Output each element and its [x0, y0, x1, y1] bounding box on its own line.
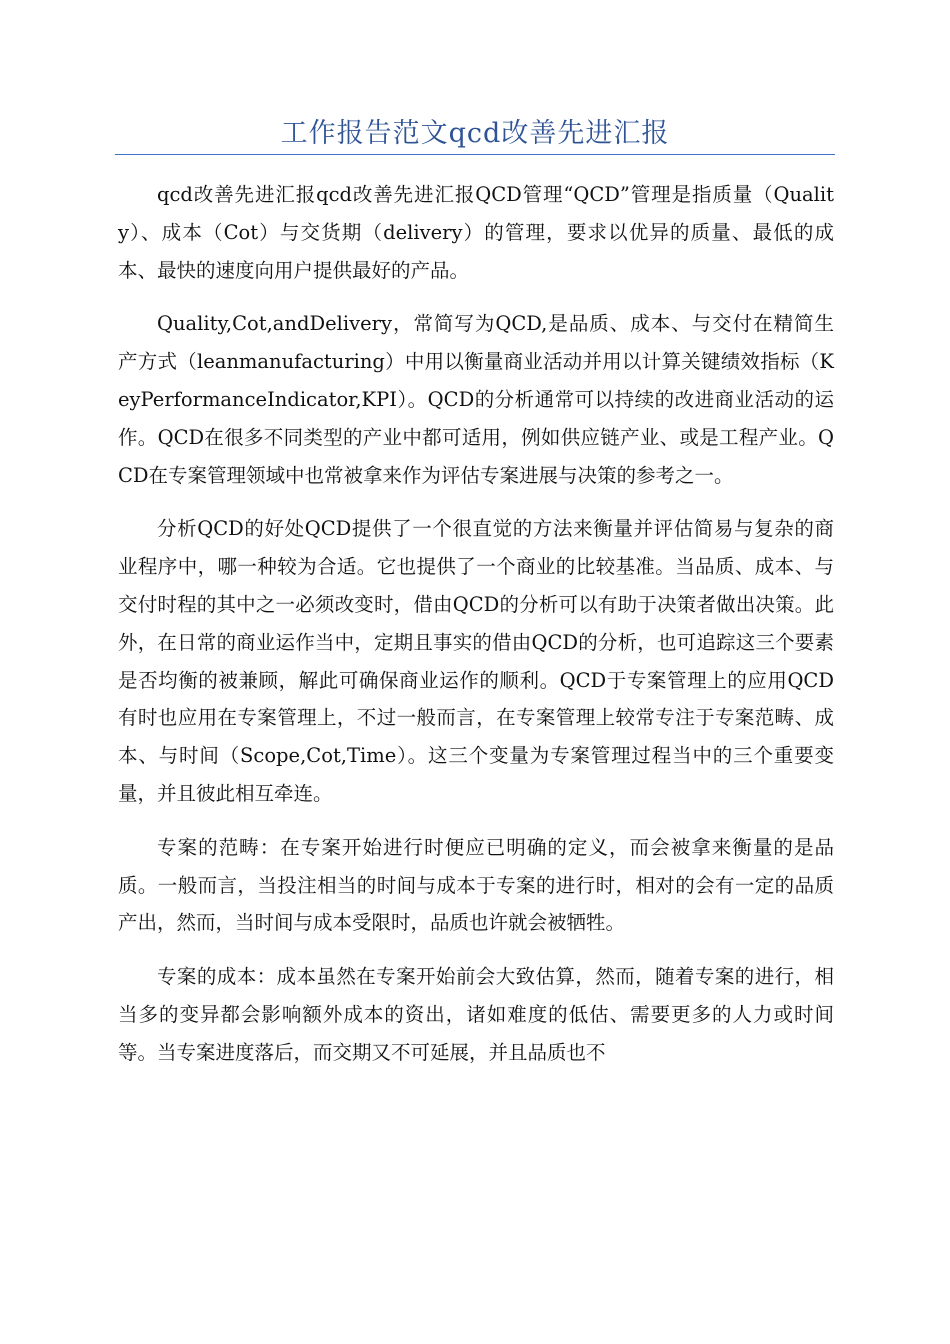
- paragraph-qcd-benefits: 分析QCD的好处QCD提供了一个很直觉的方法来衡量并评估简易与复杂的商业程序中，哪一种较为合适。它也提供了一个商业的比较基准。当品质、成本、与交付时程的其中之一必须改变时，借由QCD的分析可以有助于决策者做出决策。此外，在日常的商业运作当中，定期且事实的借由QCD的分析，也可追踪这三个要素是否均衡的被兼顾，解此可确保商业运作的顺利。QCD于专案管理上的应用QCD有时也应用在专案管理上，不过一般而言，在专案管理上较常专注于专案范畴、成本、与时间（Scope,Cot,Time）。这三个变量为专案管理过程当中的三个重要变量，并且彼此相互牵连。: [118, 517, 834, 805]
- title-underline: [115, 154, 835, 155]
- paragraph-project-cost: 专案的成本：成本虽然在专案开始前会大致估算，然而，随着专案的进行，相当多的变异都会影响额外成本的资出，诸如难度的低估、需要更多的人力或时间等。当专案进度落后，而交期又不可延展，并且品质也不: [118, 965, 834, 1064]
- document-title: 工作报告范文qcd改善先进汇报: [280, 118, 670, 149]
- paragraph-project-scope: 专案的范畴：在专案开始进行时便应已明确的定义，而会被拿来衡量的是品质。一般而言，当投注相当的时间与成本于专案的进行时，相对的会有一定的品质产出，然而，当时间与成本受限时，品质也许就会被牺牲。: [118, 835, 834, 935]
- paragraph-qcd-definition: qcd改善先进汇报qcd改善先进汇报QCD管理“QCD”管理是指质量（Quality）、成本（Cot）与交货期（delivery）的管理，要求以优异的质量、最低的成本、最快的速度向用户提供最好的产品。: [118, 183, 834, 282]
- document-body: [118, 176, 834, 1088]
- paragraph-qcd-kpi: Quality,Cot,andDelivery，常简写为QCD,是品质、成本、与交付在精简生产方式（leanmanufacturing）中用以衡量商业活动并用以计算关键绩效指标（KeyPerformanceIndicator,KPI）。QCD的分析通常可以持续的改进商业活动的运作。QCD在很多不同类型的产业中都可适用，例如供应链产业、或是工程产业。QCD在专案管理领域中也常被拿来作为评估专案进展与决策的参考之一。: [118, 312, 834, 487]
